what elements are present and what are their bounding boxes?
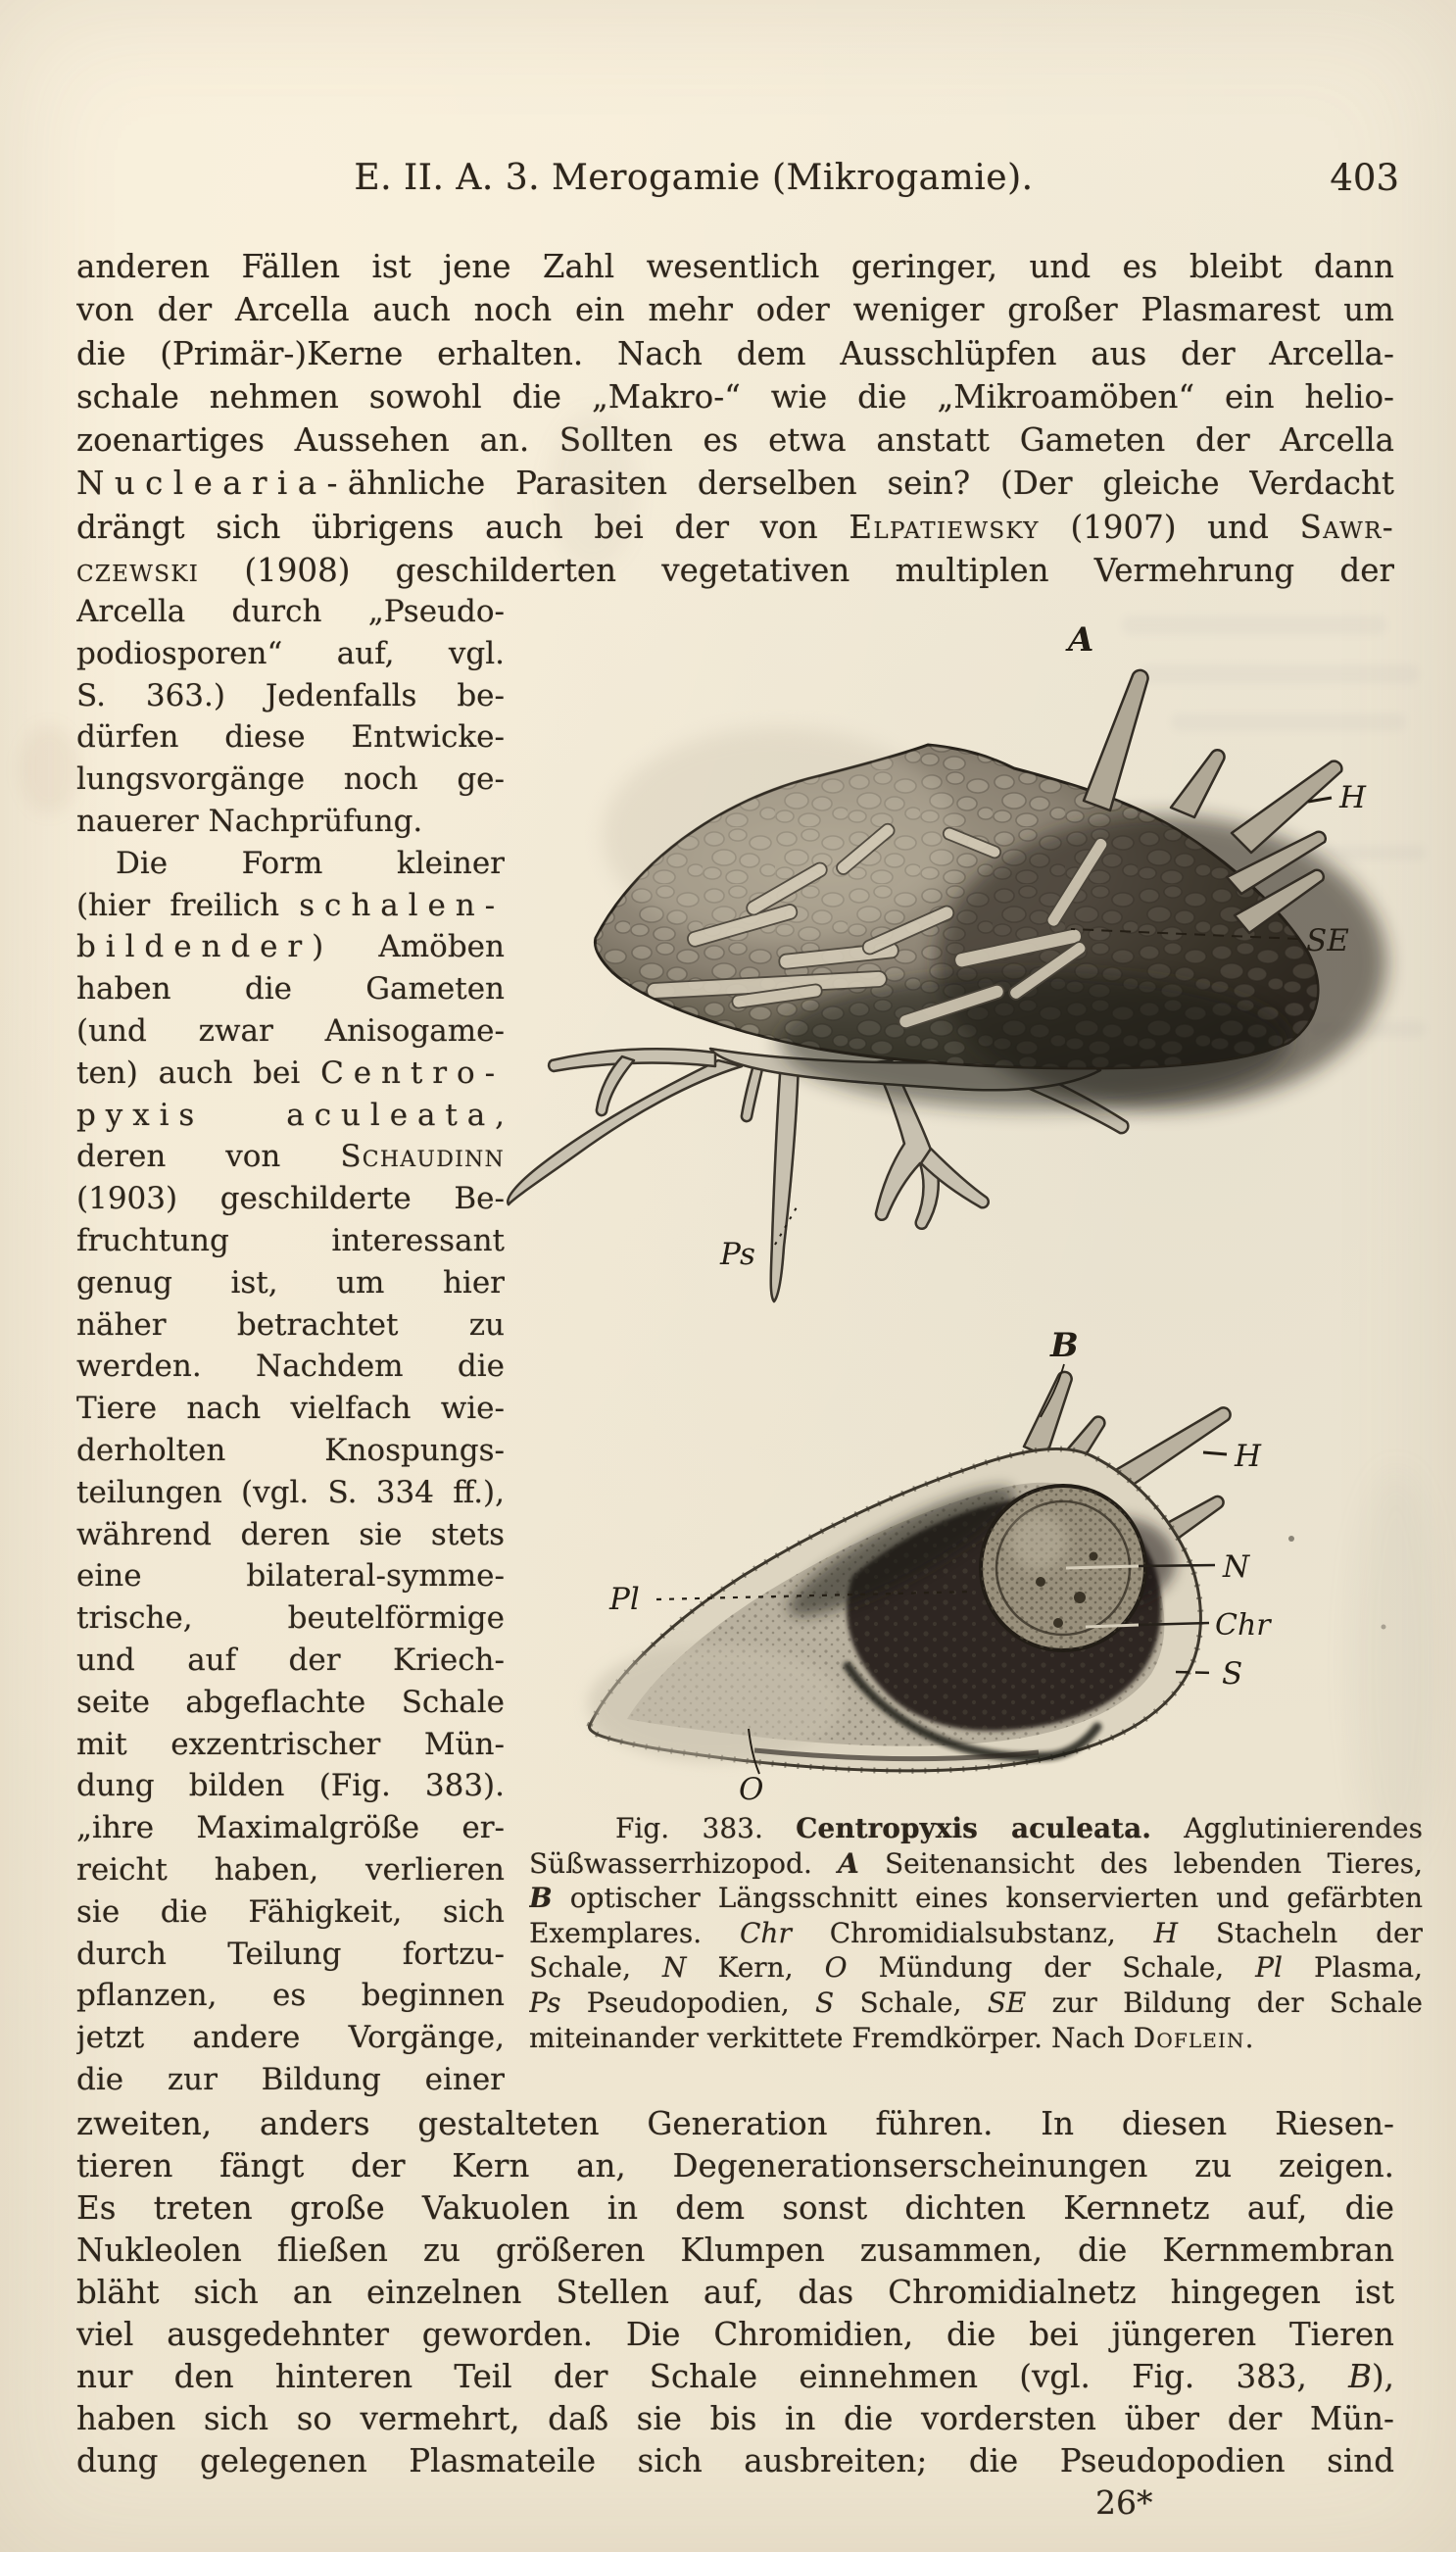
text-line	[76, 1053, 505, 1095]
text-segment: ) Amöben	[312, 929, 505, 965]
text-line	[76, 2440, 1394, 2482]
text-segment: H	[1153, 1916, 1179, 1949]
text-line	[76, 591, 505, 633]
text-segment: jetzt andere Vorgänge,	[76, 2020, 505, 2056]
text-segment: Centropyxis aculeata.	[796, 1812, 1152, 1844]
text-line	[76, 506, 1394, 549]
text-segment: teilungen (vgl. S. 334 ff.),	[76, 1474, 505, 1510]
text-segment: derholten Knospungs-	[76, 1432, 505, 1468]
text-segment: mit exzentrischer Mün-	[76, 1726, 505, 1762]
text-segment: die (Primär-)Kerne erhalten. Nach dem Ausschlüpfen aus der Arcella-	[76, 334, 1394, 372]
text-segment: Sawr-	[1299, 508, 1394, 546]
text-segment: Pseudopodien,	[560, 1986, 816, 2019]
text-segment: dung gelegenen Plasmateile sich ausbreiten; die Pseudopodien sind	[76, 2442, 1394, 2479]
text-line	[76, 1095, 505, 1137]
text-segment: viel ausgedehnter geworden. Die Chromidien, die bei jüngeren Tieren	[76, 2316, 1394, 2353]
text-segment: ),	[1371, 2358, 1394, 2395]
text-line	[76, 2314, 1394, 2356]
text-line	[76, 1807, 505, 1849]
text-line	[76, 1682, 505, 1724]
text-segment: S	[815, 1986, 835, 2019]
text-segment: zur Bildung der Schale	[1026, 1986, 1423, 2019]
text-segment: genug ist, um hier	[76, 1264, 505, 1301]
text-line	[76, 462, 1394, 505]
figure-a-h-label: H	[1339, 780, 1367, 815]
text-line	[76, 1010, 505, 1053]
text-line	[529, 1881, 1423, 1916]
text-segment: Elpatiewsky	[849, 508, 1040, 546]
text-line	[76, 332, 1394, 375]
text-line	[529, 1986, 1423, 2021]
figure-a-ps-label: Ps	[720, 1237, 755, 1272]
text-segment: ähnliche Parasiten derselben sein? (Der gleiche Verdacht	[347, 465, 1394, 503]
page-number: 403	[1330, 157, 1399, 199]
text-segment: podiosporen“ auf, vgl.	[76, 635, 505, 671]
figure-a-drawing	[485, 600, 1440, 1333]
text-segment: haben die Gameten	[76, 971, 505, 1007]
figure-a-label: A	[1068, 620, 1094, 660]
text-segment: SE	[987, 1986, 1027, 2019]
text-line	[76, 1346, 505, 1388]
text-line	[76, 1220, 505, 1262]
text-line	[76, 926, 505, 968]
paragraph-left-column	[76, 591, 505, 2101]
text-line	[529, 1950, 1423, 1986]
text-segment: Agglutinierendes	[1151, 1812, 1423, 1844]
text-line	[76, 1849, 505, 1891]
text-line	[76, 1975, 505, 2017]
text-segment: während deren sie stets	[76, 1516, 505, 1552]
text-segment: Schale,	[834, 1986, 988, 2019]
text-segment: Centro-	[320, 1055, 505, 1091]
figure-b-pl-label: Pl	[609, 1582, 640, 1617]
text-line	[76, 418, 1394, 462]
text-line	[76, 1136, 505, 1178]
text-line	[76, 375, 1394, 418]
text-segment: (und zwar Anisogame-	[76, 1012, 505, 1049]
text-line	[76, 2230, 1394, 2272]
text-segment: Süßwasserrhizopod.	[529, 1846, 839, 1880]
text-line	[76, 1178, 505, 1220]
text-line	[76, 2356, 1394, 2398]
text-segment: durch Teilung fortzu-	[76, 1936, 505, 1972]
text-line	[76, 801, 505, 843]
text-segment: B	[529, 1882, 553, 1915]
text-segment: Schaudinn	[340, 1139, 505, 1175]
text-line	[76, 716, 505, 759]
text-line	[529, 1916, 1423, 1951]
text-line	[529, 2021, 1423, 2056]
text-segment: pyxis aculeata	[76, 1097, 496, 1133]
text-segment: tieren fängt der Kern an, Degenerationserscheinungen zu zeigen.	[76, 2147, 1394, 2184]
text-segment: reicht haben, verlieren	[76, 1851, 505, 1888]
text-segment: Nukleolen fließen zu größeren Klumpen zusammen, die Kernmembran	[76, 2232, 1394, 2269]
figure-a-se-label: SE	[1306, 923, 1349, 958]
text-segment: (hier freilich	[76, 887, 300, 923]
text-line	[76, 2103, 1394, 2145]
text-line	[76, 1765, 505, 1807]
text-line	[76, 2272, 1394, 2314]
shell-b-shape	[588, 1448, 1200, 1771]
text-line	[76, 1304, 505, 1347]
text-segment: trische, beutelförmige	[76, 1600, 505, 1637]
text-line	[76, 2145, 1394, 2187]
text-line	[76, 1597, 505, 1640]
figure-b-chr-label: Chr	[1215, 1608, 1271, 1643]
text-segment: A	[838, 1846, 859, 1880]
text-segment: .	[1244, 2021, 1254, 2054]
text-line	[76, 2017, 505, 2059]
text-segment: die zur Bildung einer	[76, 2061, 505, 2097]
text-segment: zweiten, anders gestalteten Generation führen. In diesen Riesen-	[76, 2105, 1394, 2142]
text-line	[76, 1388, 505, 1430]
text-segment: Chromidialsubstanz,	[791, 1916, 1154, 1949]
text-segment: Die Form kleiner	[116, 845, 505, 881]
dust-speck	[1288, 1536, 1294, 1542]
text-segment: Nuclearia-	[76, 465, 348, 503]
text-line	[76, 1514, 505, 1556]
text-segment: (1908) geschilderten vegetativen multiplen Vermehrung der	[199, 552, 1394, 590]
text-segment: miteinander verkittete Fremdkörper. Nach	[529, 2021, 1134, 2054]
text-segment: Doflein	[1133, 2021, 1245, 2054]
text-segment: bildender	[76, 929, 313, 965]
text-line	[76, 759, 505, 801]
text-line	[76, 1555, 505, 1597]
text-segment: (1907) und	[1039, 508, 1300, 546]
text-segment: nur den hinteren Teil der Schale einnehmen (vgl. Fig. 383,	[76, 2358, 1349, 2395]
text-line	[76, 968, 505, 1010]
paper-stain	[20, 725, 78, 813]
paragraph-bottom	[76, 2103, 1394, 2482]
text-segment: Tiere nach vielfach wie-	[76, 1391, 505, 1427]
text-segment: bläht sich an einzelnen Stellen auf, das Chromidialnetz hingegen ist	[76, 2274, 1394, 2311]
text-segment: Es treten große Vakuolen in dem sonst dichten Kernnetz auf, die	[76, 2189, 1394, 2227]
text-segment: „ihre Maximalgröße er-	[76, 1810, 505, 1846]
text-segment: schalen-	[299, 887, 505, 923]
text-line	[76, 2398, 1394, 2440]
text-segment: dung bilden (Fig. 383).	[76, 1768, 505, 1804]
dust-speck	[1382, 1625, 1386, 1630]
figure-b-drawing	[529, 1331, 1440, 1840]
text-segment: N	[662, 1951, 687, 1985]
text-segment: czewski	[76, 552, 200, 590]
text-line	[76, 1472, 505, 1514]
text-line	[76, 1934, 505, 1976]
figure-b-s-label: S	[1222, 1656, 1243, 1692]
figure-b-n-label: N	[1223, 1549, 1250, 1585]
text-line	[76, 549, 1394, 592]
text-segment: B	[1348, 2358, 1372, 2395]
text-line	[76, 843, 505, 885]
text-line	[76, 675, 505, 717]
text-line	[76, 633, 505, 675]
figure-b-label: B	[1050, 1331, 1079, 1365]
text-line	[76, 245, 1394, 288]
text-segment: zoenartiges Aussehen an. Sollten es etwa anstatt Gameten der Arcella	[76, 421, 1394, 460]
text-segment: sie die Fähigkeit, sich	[76, 1893, 505, 1930]
page-header-title: E. II. A. 3. Merogamie (Mikrogamie).	[354, 158, 1034, 198]
text-line	[76, 1430, 505, 1472]
text-segment: von der Arcella auch noch ein mehr oder weniger großer Plasmarest um	[76, 291, 1394, 329]
text-segment: (1903) geschilderte Be-	[76, 1181, 505, 1217]
text-segment: näher betrachtet zu	[76, 1306, 505, 1343]
text-segment: Plasma,	[1282, 1951, 1423, 1985]
text-segment: drängt sich übrigens auch bei der von	[76, 508, 849, 546]
figure-b-o-label: O	[739, 1772, 764, 1807]
text-segment: und auf der Kriech-	[76, 1642, 505, 1678]
text-segment: Arcella durch „Pseudo-	[76, 594, 505, 629]
text-segment: eine bilateral-symme-	[76, 1558, 505, 1595]
text-segment: lungsvorgänge noch ge-	[76, 761, 505, 798]
text-line	[76, 1640, 505, 1682]
text-line	[76, 288, 1394, 331]
text-segment: ten) auch bei	[76, 1055, 321, 1091]
text-line	[76, 1891, 505, 1934]
text-segment: Kern,	[686, 1951, 825, 1985]
text-segment: fruchtung interessant	[76, 1222, 505, 1258]
paragraph-top	[76, 245, 1394, 592]
printer-signature: 26*	[1095, 2483, 1153, 2522]
figure-b-h-label: H	[1235, 1439, 1262, 1474]
text-segment: werden. Nachdem die	[76, 1349, 505, 1385]
text-segment: O	[824, 1951, 848, 1985]
text-line	[76, 1724, 505, 1766]
text-segment: schale nehmen sowohl die „Makro-“ wie die „Mikroamöben“ ein helio-	[76, 377, 1394, 416]
text-segment: S. 363.) Jedenfalls be-	[76, 677, 505, 713]
text-segment: haben sich so vermehrt, daß sie bis in die vordersten über der Mün-	[76, 2400, 1394, 2437]
text-segment: optischer Längsschnitt eines konservierten und gefärbten	[552, 1882, 1423, 1915]
text-line	[76, 885, 505, 927]
text-segment: Chr	[740, 1916, 792, 1949]
text-segment: Schale,	[529, 1951, 663, 1985]
text-line	[76, 2187, 1394, 2230]
figure-caption	[529, 1811, 1423, 2055]
text-segment: pflanzen, es beginnen	[76, 1978, 505, 2014]
text-segment: Mündung der Schale,	[847, 1951, 1256, 1985]
text-segment: Exemplares.	[529, 1916, 740, 1949]
text-segment: anderen Fällen ist jene Zahl wesentlich geringer, und es bleibt dann	[76, 248, 1394, 285]
text-segment: seite abgeflachte Schale	[76, 1684, 505, 1720]
text-segment: dürfen diese Entwicke-	[76, 719, 505, 756]
text-segment: Ps	[529, 1986, 561, 2019]
text-line	[76, 2059, 505, 2101]
text-segment: Fig. 383.	[615, 1812, 797, 1844]
text-segment: Pl	[1255, 1951, 1283, 1985]
text-line	[76, 1262, 505, 1304]
text-segment: Seitenansicht des lebenden Tieres,	[858, 1846, 1423, 1880]
text-line	[529, 1846, 1423, 1882]
text-segment: nauerer Nachprüfung.	[76, 803, 423, 839]
text-segment: Stacheln der	[1178, 1916, 1423, 1949]
text-segment: ,	[495, 1097, 505, 1133]
text-segment: deren von	[76, 1139, 341, 1175]
